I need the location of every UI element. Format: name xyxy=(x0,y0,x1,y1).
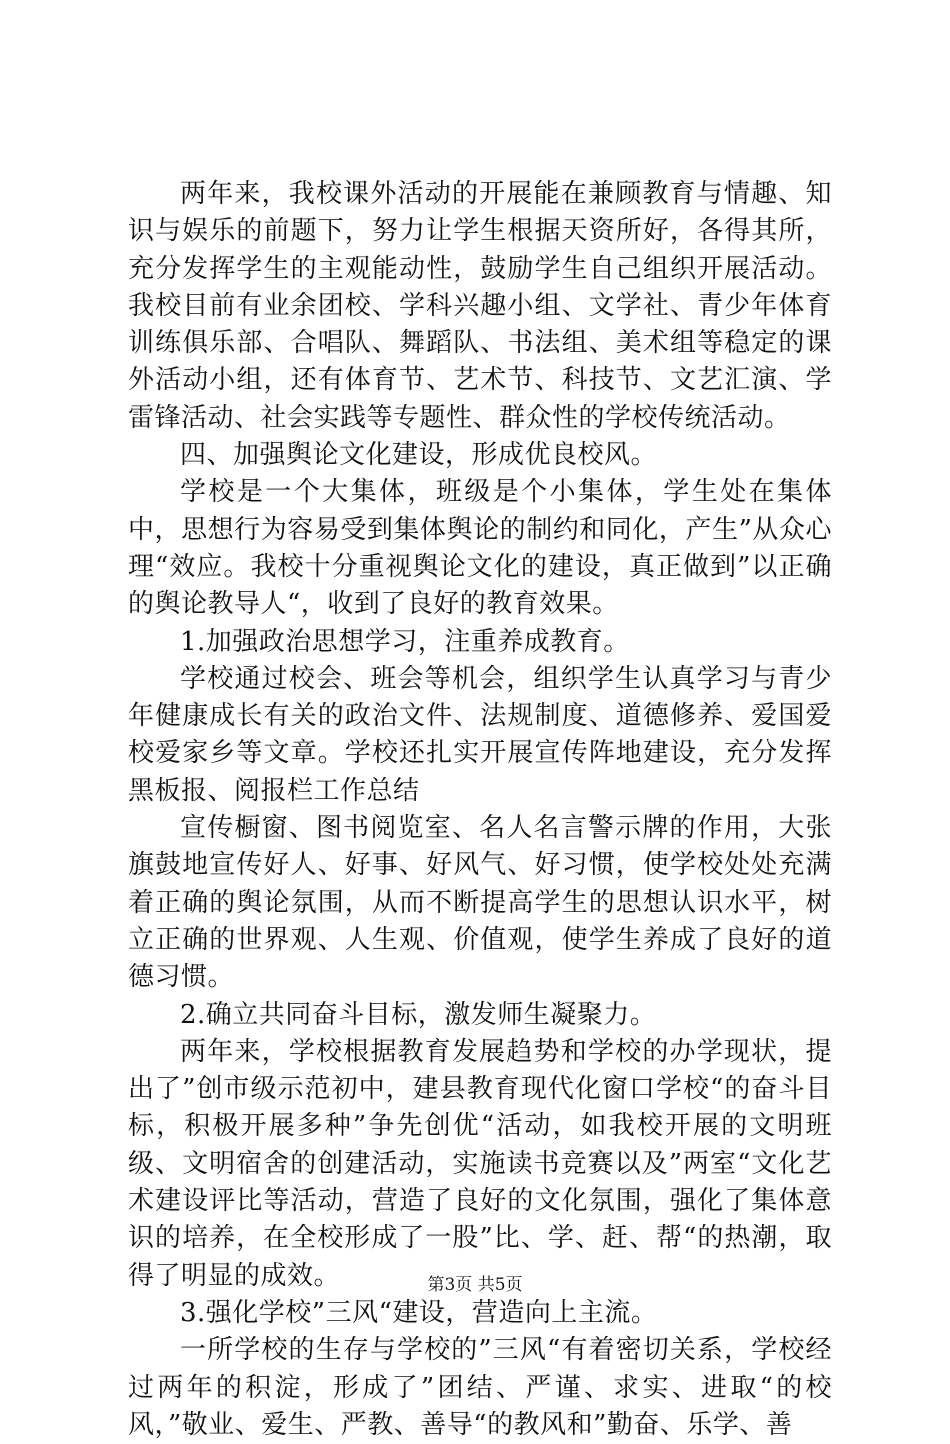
paragraph-extracurricular: 两年来，我校课外活动的开展能在兼顾教育与情趣、知识与娱乐的前题下，努力让学生根据天资所好，各得其所，充分发挥学生的主观能动性，鼓励学生自己组织开展活动。我校目前有业余团校、学科兴趣小组、文学社、青少年体育训练俱乐部、合唱队、舞蹈队、书法组、美术组等稳定的课外活动小组，还有体育节、艺术节、科技节、文艺汇演、学雷锋活动、社会实践等专题性、群众性的学校传统活动。 xyxy=(128,179,832,433)
subheading-three: 3.强化学校”三风“建设，营造向上主流。 xyxy=(180,1297,658,1328)
paragraph-three-styles: 一所学校的生存与学校的”三风“有着密切关系，学校经过两年的积淀，形成了”团结、严谨、求实、进取“的校风，”敬业、爱生、严教、善导“的教风和”勤奋、乐学、善 xyxy=(128,1335,832,1440)
paragraph-study: 学校通过校会、班会等机会，组织学生认真学习与青少年健康成长有关的政治文件、法规制度、道德修养、爱国爱校爱家乡等文章。学校还扎实开展宣传阵地建设，充分发挥黑板报、阅报栏工作总结 xyxy=(128,663,832,806)
paragraph-collective: 学校是一个大集体，班级是个小集体，学生处在集体中，思想行为容易受到集体舆论的制约和同化，产生”从众心理“效应。我校十分重视舆论文化的建设，真正做到”以正确的舆论教导人“，收到了良好的教育效果。 xyxy=(128,477,832,620)
subheading-one: 1.加强政治思想学习，注重养成教育。 xyxy=(180,626,630,657)
paragraph-publicity: 宣传橱窗、图书阅览室、名人名言警示牌的作用，大张旗鼓地宣传好人、好事、好风气、好习惯，使学校处处充满着正确的舆论氛围，从而不断提高学生的思想认识水平，树立正确的世界观、人生观、价值观，使学生养成了良好的道德习惯。 xyxy=(128,813,832,993)
section-heading-four: 四、加强舆论文化建设，形成优良校风。 xyxy=(180,440,658,471)
subheading-two: 2.确立共同奋斗目标，激发师生凝聚力。 xyxy=(180,999,657,1030)
paragraph-goals: 两年来，学校根据教育发展趋势和学校的办学现状，提出了”创市级示范初中，建县教育现代化窗口学校“的奋斗目标，积极开展多种”争先创优“活动，如我校开展的文明班级、文明宿舍的创建活动，实施读书竞赛以及”两室“文化艺术建设评比等活动，营造了良好的文化氛围，强化了集体意识的培养，在全校形成了一股”比、学、赶、帮“的热潮，取得了明显的成效。 xyxy=(128,1036,832,1291)
document-body xyxy=(128,176,832,1444)
page-number-footer: 第3页 共5页 xyxy=(427,1275,523,1295)
